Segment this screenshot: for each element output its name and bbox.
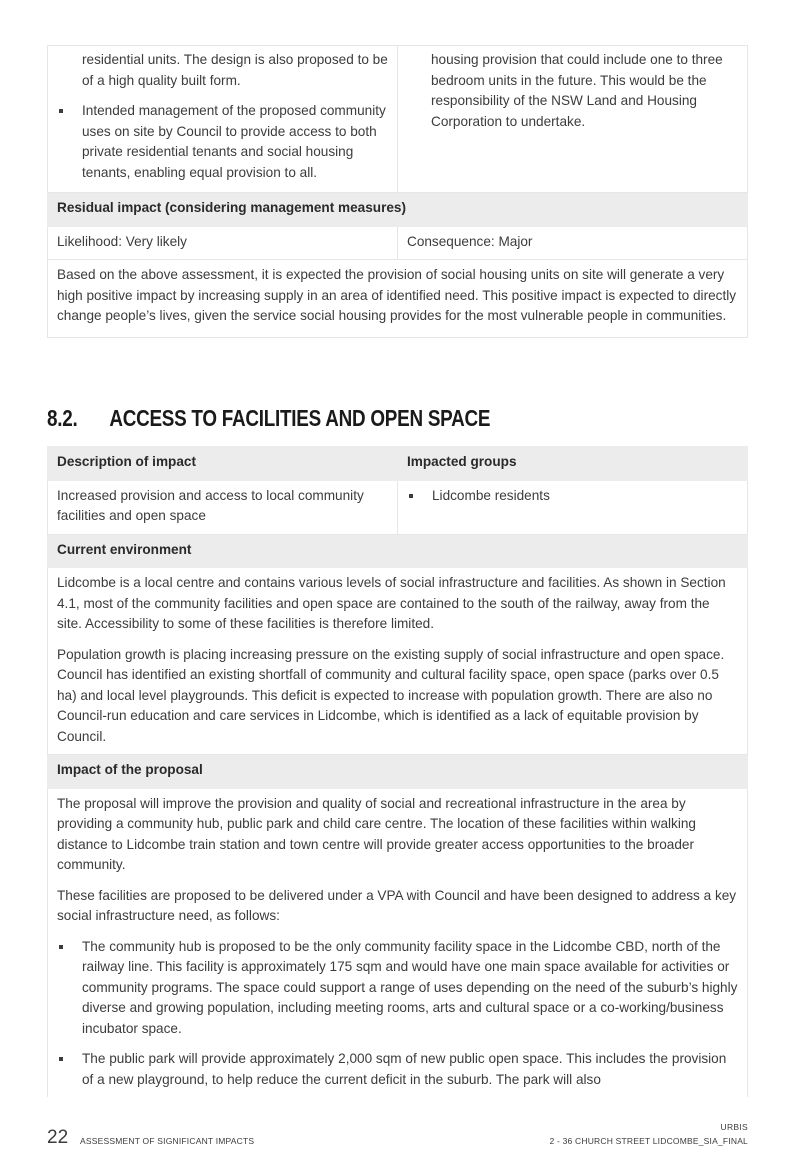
paragraph: Population growth is placing increasing pressure on the existing supply of social infrastructure and open space. Council has identified an existing shortfall of community and cultural facility space, open space (parks over 0.5 ha) and local level playgrounds. This deficit is expected to increase with population growth. There are also no Council-run education and care services in Lidcombe, which is identified as a lack of equitable provision by Council. [57, 646, 725, 744]
assessment-summary: Based on the above assessment, it is expected the provision of social housing units on site will generate a very high positive impact by increasing supply in an area of identified need. This positive impact is expected to directly change people’s lives, given the service social housing provides for the most vulnerable people in communities. [48, 260, 748, 338]
list-item: Lidcombe residents [407, 486, 738, 507]
facilities-bullet-list [57, 937, 738, 1091]
current-environment-heading: Current environment [48, 534, 748, 568]
section-number: 8.2. [47, 405, 78, 431]
impact-description: Increased provision and access to local community facilities and open space [48, 480, 398, 534]
footer-document-name: 2 - 36 CHURCH STREET LIDCOMBE_SIA_FINAL [549, 1136, 748, 1146]
list-item: Intended management of the proposed community uses on site by Council to provide access to both private residential tenants and social housing tenants, enabling equal provision to all. [57, 101, 388, 183]
paragraph: These facilities are proposed to be delivered under a VPA with Council and have been designed to address a key social infrastructure need, as follows: [57, 887, 737, 923]
list-item: residential units. The design is also proposed to be of a high quality built form. [82, 52, 388, 88]
likelihood-cell: Likelihood: Very likely [48, 226, 398, 260]
impact-of-proposal-heading: Impact of the proposal [48, 755, 748, 789]
residual-impact-table [47, 45, 748, 338]
impacted-groups-column-header: Impacted groups [398, 447, 748, 481]
footer-brand: URBIS [720, 1122, 748, 1132]
paragraph: Lidcombe is a local centre and contains various levels of social infrastructure and facilities. As shown in Section 4.1, most of the community facilities and open space are contained to the south of the railway, away from the site. Accessibility to some of these facilities is therefore limited. [57, 575, 726, 631]
current-environment-body [48, 568, 748, 755]
list-item: The community hub is proposed to be the only community facility space in the Lidcombe CBD, north of the railway line. This facility is approximately 175 sqm and would have one main space available for activities or community programs. The space could support a range of uses depending on the need of the suburb’s highly diverse and growing population, including meeting rooms, arts and cultural space or a co-working/business incubator space. [57, 937, 738, 1040]
page-number: 22 [47, 1127, 69, 1148]
management-bullet-list [57, 50, 388, 183]
impacted-groups-cell [398, 480, 748, 534]
section-title: ACCESS TO FACILITIES AND OPEN SPACE [109, 405, 491, 431]
management-continued-text: housing provision that could include one to three bedroom units in the future. This would be the responsibility of the NSW Land and Housing Corporation to undertake. [431, 52, 723, 129]
paragraph: The proposal will improve the provision and quality of social and recreational infrastructure in the area by providing a community hub, public park and child care centre. The location of these facilities within walking distance to Lidcombe train station and town centre will provide greater access opportunities to the broader community. [57, 795, 696, 872]
impact-of-proposal-body [48, 788, 748, 1097]
consequence-cell: Consequence: Major [398, 226, 748, 260]
footer-section-label: ASSESSMENT OF SIGNIFICANT IMPACTS [80, 1136, 255, 1146]
management-continued-cell [398, 46, 748, 193]
list-item: The public park will provide approximately 2,000 sqm of new public open space. This includes the provision of a new playground, to help reduce the current deficit in the suburb. The park will also [57, 1049, 738, 1090]
residual-impact-heading: Residual impact (considering management measures) [48, 193, 748, 227]
management-measures-cell [48, 46, 398, 193]
impact-table [47, 446, 748, 1097]
description-column-header: Description of impact [48, 447, 398, 481]
impacted-groups-list [407, 486, 738, 507]
section-heading [47, 405, 490, 432]
